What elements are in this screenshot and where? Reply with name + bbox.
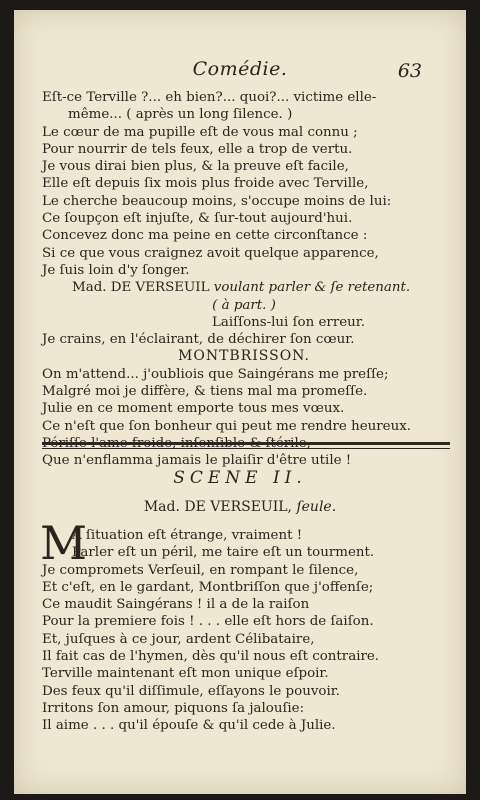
verse-line: Je ſuis loin d'y ſonger. — [42, 262, 190, 278]
verse-line: même... ( après un long ſilence. ) — [68, 107, 293, 123]
verse-line: Des feux qu'il diſſimule, eſſayons le pouvoir. — [42, 683, 340, 699]
verse-line — [42, 106, 446, 123]
stage-direction: ſeule. — [296, 499, 337, 515]
verse-line: Je crains, en l'éclairant, de déchirer ſon cœur. — [42, 332, 355, 348]
verse-line: Parler eſt un péril, me taire eſt un tourment. — [72, 545, 375, 561]
verse-line: Ce ſoupçon eſt injuſte, & ſur-tout aujourd'hui. — [42, 211, 353, 227]
speaker-name: Mad. DE VERSEUIL — [72, 280, 210, 296]
verse-line: Et, juſques à ce jour, ardent Célibataire, — [42, 631, 315, 647]
verse-line: Elle eſt depuis ſix mois plus froide avec Terville, — [42, 176, 369, 192]
scene-divider-thin — [42, 448, 450, 449]
running-title: Comédie. — [192, 58, 288, 80]
verse-line: Je compromets Verſeuil, en rompant le ſilence, — [42, 562, 359, 578]
verse-line: Que n'enflamma jamais le plaiſir d'être utile ! — [42, 453, 352, 469]
opening-verse — [42, 89, 446, 470]
scene-title: SCENE II. — [173, 468, 307, 488]
verse-line: Ce n'eſt que ſon bonheur qui peut me rendre heureux. — [42, 418, 412, 434]
verse-line: Et c'eſt, en le gardant, Montbriſſon que j'offenſe; — [42, 579, 374, 595]
verse-line: Eſt-ce Terville ?... eh bien?... quoi?... victime elle- — [42, 90, 377, 105]
scene-speaker — [14, 499, 466, 515]
aside-direction: ( à part. ) — [212, 297, 276, 313]
verse-line: Il aime . . . qu'il épouſe & qu'il cede à Julie. — [42, 718, 336, 734]
verse-line: Le cœur de ma pupille eſt de vous mal connu ; — [42, 124, 358, 140]
verse-line: Terville maintenant eſt mon unique eſpoir. — [42, 666, 329, 682]
speaker-name: Mad. DE VERSEUIL, — [143, 499, 293, 515]
verse-line: Pour nourrir de tels feux, elle a trop de vertu. — [42, 141, 353, 157]
verse-line: A ſituation eſt étrange, vraiment ! — [72, 528, 303, 543]
verse-line: Laiſſons-lui ſon erreur. — [212, 314, 365, 330]
page-number: 63 — [397, 60, 422, 82]
verse-line: Pour la premiere fois ! . . . elle eſt hors de ſaiſon. — [42, 614, 374, 630]
verse-line: Ce maudit Saingérans ! il a de la raiſon — [42, 597, 310, 613]
drop-cap: M — [40, 516, 88, 570]
verse-line: Malgré moi je diffère, & tiens mal ma promeſſe. — [42, 384, 368, 400]
page-header — [14, 58, 466, 88]
verse-line: Julie en ce moment emporte tous mes vœux. — [42, 401, 345, 417]
book-page — [14, 10, 466, 794]
verse-line: Le cherche beaucoup moins, s'occupe moins de lui: — [42, 193, 392, 209]
speaker-name-montbrisson: MONTBRISSON. — [178, 348, 310, 365]
verse-line: Irritons ſon amour, piquons ſa jalouſie: — [42, 700, 305, 716]
verse-line: Je vous dirai bien plus, & la preuve eſt facile, — [42, 159, 349, 175]
stage-direction: voulant parler & ſe retenant. — [213, 280, 411, 296]
verse-line: Concevez donc ma peine en cette circonſtance : — [42, 228, 368, 244]
verse-line: Si ce que vous craignez avoit quelque apparence, — [42, 245, 379, 261]
verse-line: On m'attend... j'oubliois que Saingérans me preſſe; — [42, 366, 389, 382]
verse-line: Il fait cas de l'hymen, dès qu'il nous eſt contraire. — [42, 649, 380, 665]
scene-verse — [42, 527, 452, 735]
speaker-heading — [42, 279, 446, 296]
scene-divider-thick — [42, 442, 450, 445]
